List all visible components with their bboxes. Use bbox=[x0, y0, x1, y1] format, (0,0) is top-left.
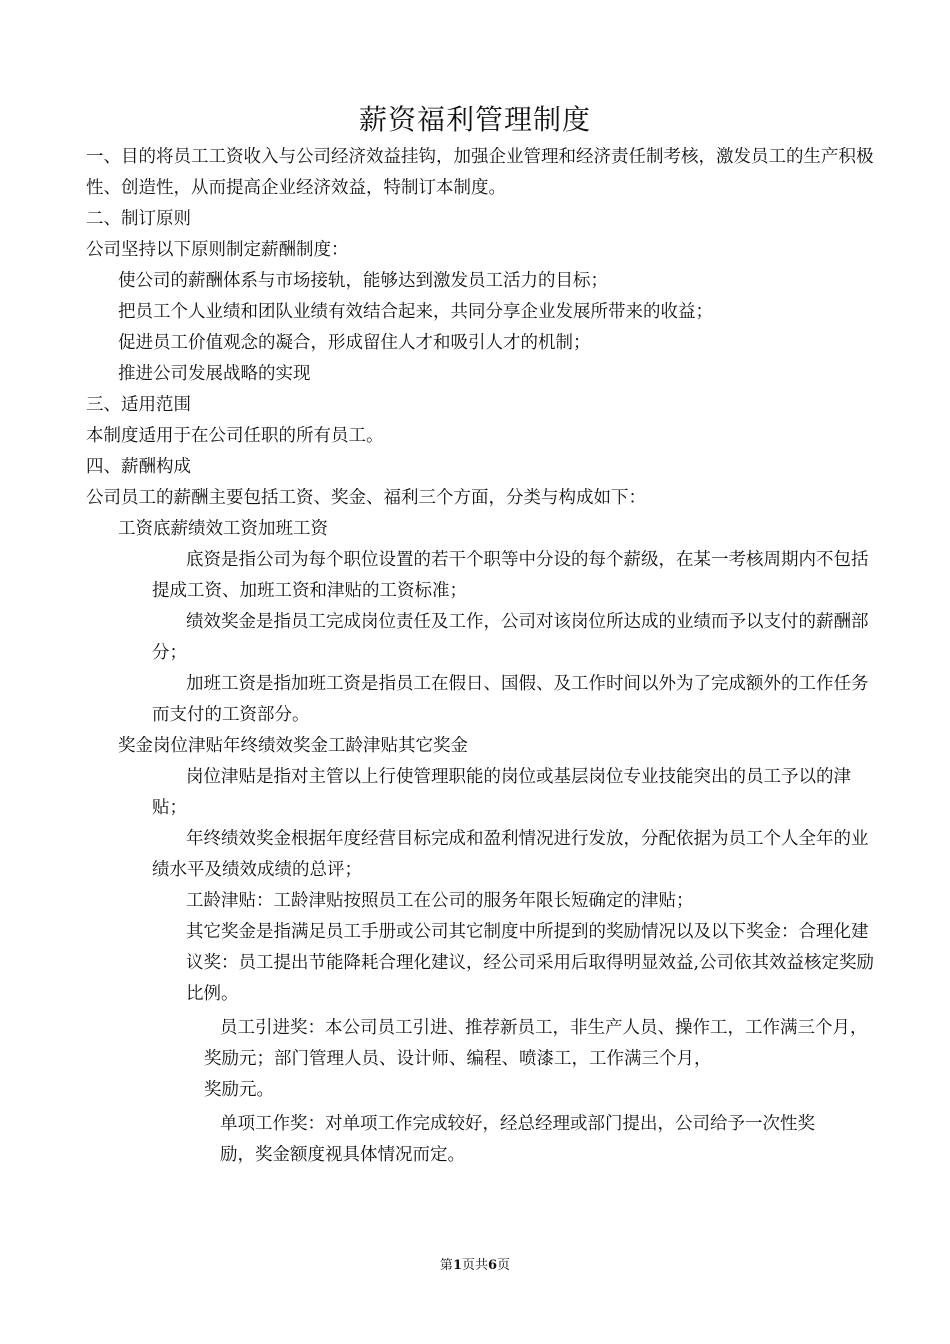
paragraph-principles-intro: 公司坚持以下原则制定薪酬制度： bbox=[86, 240, 349, 260]
paragraph-purpose: 一、目的将员工工资收入与公司经济效益挂钩，加强企业管理和经济责任制考核，激发员工的生产积极性、创造性，从而提高企业经济效益，特制订本制度。 bbox=[86, 147, 874, 198]
subheading-wages: 工资底薪绩效工资加班工资 bbox=[118, 519, 328, 539]
document-title: 薪资福利管理制度 bbox=[358, 103, 591, 136]
paragraph-other-bonuses: 其它奖金是指满足员工手册或公司其它制度中所提到的奖励情况以及以下奖金：合理化建议奖：员工提出节能降耗合理化建议，经公司采用后取得明显效益,公司依其效益核定奖励比例。 bbox=[186, 922, 875, 1004]
footer-prefix: 第 bbox=[439, 1258, 453, 1273]
footer-page-number: 1 bbox=[452, 1258, 462, 1273]
paragraph-overtime-pay: 加班工资是指加班工资是指员工在假日、国假、及工作时间以外为了完成额外的工作任务而支付的工资部分。 bbox=[152, 674, 869, 725]
paragraph-referral-bonus-end: 奖励元。 bbox=[204, 1080, 274, 1100]
page-footer bbox=[0, 1256, 950, 1276]
heading-compensation: 四、薪酬构成 bbox=[86, 457, 191, 477]
principle-item-1: 使公司的薪酬体系与市场接轨，能够达到激发员工活力的目标； bbox=[118, 271, 608, 291]
paragraph-compensation-intro: 公司员工的薪酬主要包括工资、奖金、福利三个方面，分类与构成如下： bbox=[86, 488, 646, 508]
paragraph-position-allowance: 岗位津贴是指对主管以上行使管理职能的岗位或基层岗位专业技能突出的员工予以的津贴； bbox=[152, 767, 851, 818]
paragraph-referral-bonus: 员工引进奖：本公司员工引进、推荐新员工，非生产人员、操作工，工作满三个月，奖励元；部门管理人员、设计师、编程、喷漆工，工作满三个月， bbox=[204, 1018, 868, 1069]
principle-item-2: 把员工个人业绩和团队业绩有效结合起来，共同分享企业发展所带来的收益； bbox=[118, 302, 713, 322]
principle-item-3: 促进员工价值观念的凝合，形成留住人才和吸引人才的机制； bbox=[118, 333, 591, 353]
paragraph-performance-bonus: 绩效奖金是指员工完成岗位责任及工作，公司对该岗位所达成的业绩而予以支付的薪酬部分； bbox=[152, 612, 869, 663]
footer-total-pages: 6 bbox=[488, 1258, 498, 1273]
paragraph-special-task-bonus-end: 励，奖金额度视具体情况而定。 bbox=[220, 1145, 465, 1165]
heading-scope: 三、适用范围 bbox=[86, 395, 191, 415]
document-body bbox=[0, 142, 950, 1171]
footer-middle: 页共 bbox=[461, 1258, 488, 1273]
paragraph-scope: 本制度适用于在公司任职的所有员工。 bbox=[86, 426, 384, 446]
heading-principles: 二、制订原则 bbox=[86, 209, 191, 229]
paragraph-special-task-bonus: 单项工作奖：对单项工作完成较好，经总经理或部门提出，公司给予一次性奖 bbox=[220, 1114, 815, 1134]
principle-item-4: 推进公司发展战略的实现 bbox=[118, 364, 311, 384]
footer-suffix: 页 bbox=[497, 1258, 511, 1273]
subheading-bonuses: 奖金岗位津贴年终绩效奖金工龄津贴其它奖金 bbox=[118, 736, 468, 756]
paragraph-year-end-bonus: 年终绩效奖金根据年度经营目标完成和盈利情况进行发放，分配依据为员工个人全年的业绩水平及绩效成绩的总评； bbox=[152, 829, 869, 880]
paragraph-base-salary: 底资是指公司为每个职位设置的若干个职等中分设的每个薪级，在某一考核周期内不包括提成工资、加班工资和津贴的工资标准； bbox=[152, 550, 869, 601]
paragraph-seniority-allowance: 工龄津贴：工龄津贴按照员工在公司的服务年限长短确定的津贴； bbox=[186, 891, 694, 911]
